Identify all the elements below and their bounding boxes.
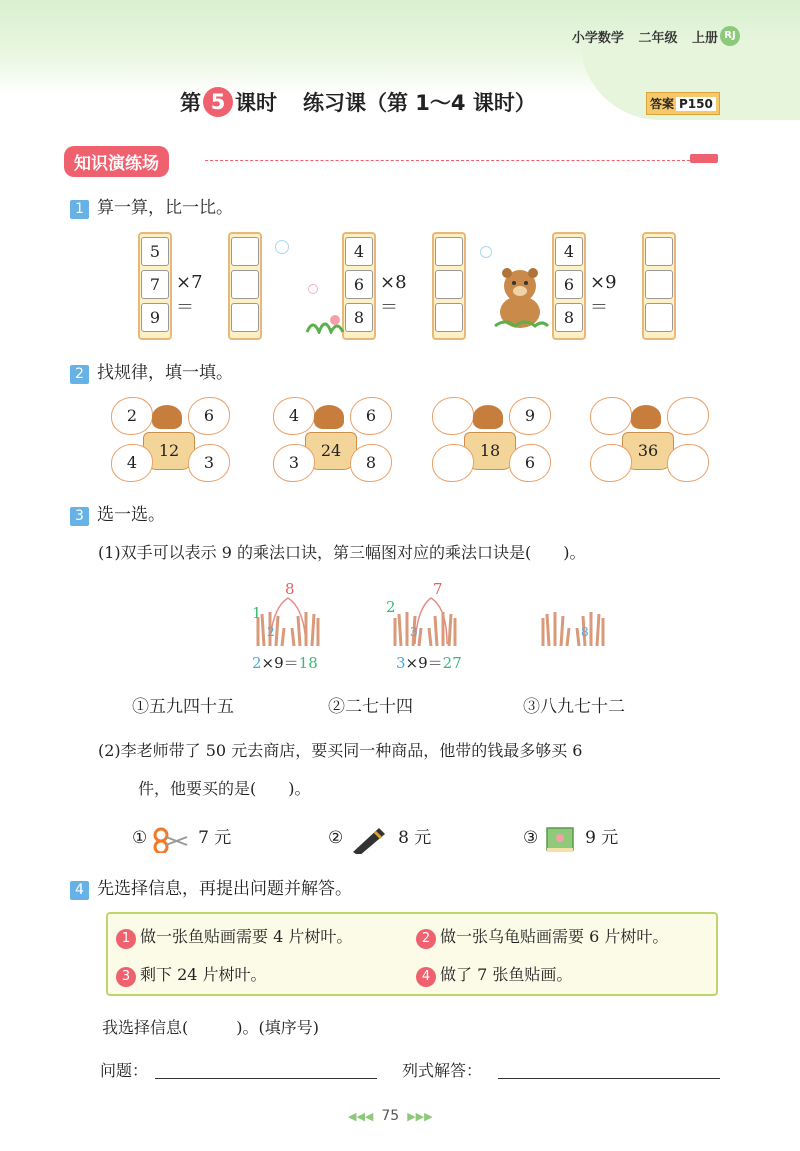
answer-page: P150 (676, 97, 716, 111)
pen-icon (349, 824, 389, 854)
finger-number: 1 (252, 604, 262, 622)
q1-answer-box[interactable] (231, 237, 259, 266)
pattern-flower: 6 (350, 397, 392, 435)
pattern-basket: 12 (143, 432, 195, 470)
pattern-flower: 9 (509, 397, 551, 435)
option-mark: ② (328, 828, 344, 848)
bubble-icon (480, 246, 492, 258)
q1-answer-box[interactable] (231, 303, 259, 332)
edition-badge: RJ (720, 26, 740, 46)
answer-label: 答案 (650, 97, 675, 111)
q1-factor: 6 (555, 270, 583, 299)
pattern-basket: 36 (622, 432, 674, 470)
q1-operator: ×8＝ (380, 272, 407, 318)
pattern-basket: 18 (464, 432, 516, 470)
hands-equation (252, 652, 318, 673)
choose-info-line[interactable]: 我选择信息( )。(填序号) (102, 1018, 319, 1037)
q2-number: 2 (70, 365, 89, 384)
squirrel-icon (152, 405, 182, 429)
q3-heading (70, 500, 165, 526)
finger-number: 2 (386, 598, 396, 616)
hands-icon (533, 598, 613, 650)
option-mark: ① (132, 828, 148, 848)
q1-factor: 4 (555, 237, 583, 266)
answer-reference (646, 92, 720, 115)
hands-icon (385, 578, 465, 650)
info-item-1[interactable] (116, 924, 352, 949)
title-suffix: 课时 (235, 91, 277, 115)
section-title: 知识演练场 (64, 146, 169, 177)
page-footer (340, 1108, 441, 1124)
book-info (562, 27, 718, 46)
grass-illustration (305, 308, 345, 334)
info-text: 剩下 24 片树叶。 (140, 965, 267, 984)
pattern-flower: 6 (509, 444, 551, 482)
q1-operator: ×9＝ (590, 272, 617, 318)
subject: 小学数学 (571, 31, 624, 46)
info-number: 3 (116, 967, 136, 987)
q2-heading (70, 358, 233, 384)
q1-factor: 8 (345, 303, 373, 332)
info-box (106, 912, 718, 996)
equation-operator: ×9＝ (405, 654, 443, 672)
q4-prompt: 先选择信息，再提出问题并解答。 (97, 879, 352, 899)
pencil-icon (690, 154, 718, 163)
q1-answer-box[interactable] (435, 237, 463, 266)
q1-answer-box[interactable] (231, 270, 259, 299)
q3-part1-option-1[interactable]: ①五九四十五 (132, 697, 234, 717)
page-title (180, 87, 536, 117)
q1-prompt: 算一算，比一比。 (97, 198, 233, 218)
hands-equation (396, 652, 462, 673)
pattern-flower: 3 (188, 444, 230, 482)
left-arrows-icon: ◀◀◀ (348, 1110, 374, 1123)
equation-factor: 3 (396, 654, 406, 672)
q1-factor: 8 (555, 303, 583, 332)
squirrel-icon (631, 405, 661, 429)
folded-finger-mark: 3 (410, 625, 418, 639)
q1-answer-box[interactable] (645, 303, 673, 332)
book-icon (544, 824, 576, 854)
equation-product: 18 (298, 654, 318, 672)
q1-operator: ×7＝ (176, 272, 203, 318)
q1-factor: 5 (141, 237, 169, 266)
q1-answer-box[interactable] (435, 270, 463, 299)
pattern-flower: 4 (111, 444, 153, 482)
solve-answer-line[interactable] (498, 1078, 720, 1079)
grade: 二年级 (638, 31, 678, 46)
pattern-flower-blank[interactable] (590, 444, 632, 482)
title-name: 练习课（第 1～4 课时） (303, 91, 536, 115)
q3-part2-option-1[interactable] (132, 823, 231, 853)
info-item-2[interactable] (416, 924, 668, 949)
finger-arc-number: 7 (433, 580, 443, 598)
pattern-flower-blank[interactable] (590, 397, 632, 435)
squirrel-icon (473, 405, 503, 429)
q1-factor: 4 (345, 237, 373, 266)
question-label: 问题： (100, 1061, 149, 1080)
folded-finger-mark: 2 (267, 625, 275, 639)
q3-part1-option-3[interactable]: ③八九七十二 (523, 697, 625, 717)
pattern-flower: 6 (188, 397, 230, 435)
q3-part1-text: (1)双手可以表示 9 的乘法口诀，第三幅图对应的乘法口诀是( )。 (98, 543, 586, 562)
q4-number: 4 (70, 881, 89, 900)
q1-answer-box[interactable] (645, 270, 673, 299)
q3-part2-option-3[interactable] (523, 823, 618, 854)
info-item-4[interactable] (416, 962, 572, 987)
title-prefix: 第 (180, 91, 201, 115)
q1-factor: 7 (141, 270, 169, 299)
squirrel-icon (314, 405, 344, 429)
q3-number: 3 (70, 507, 89, 526)
q1-answer-box[interactable] (435, 303, 463, 332)
q1-number: 1 (70, 200, 89, 219)
pattern-flower: 4 (273, 397, 315, 435)
pattern-flower: 3 (273, 444, 315, 482)
equation-product: 27 (442, 654, 462, 672)
info-text: 做一张鱼贴画需要 4 片树叶。 (140, 927, 353, 946)
q1-heading (70, 193, 233, 219)
info-number: 4 (416, 967, 436, 987)
q1-factor: 6 (345, 270, 373, 299)
pattern-basket: 24 (305, 432, 357, 470)
section-divider (205, 160, 695, 161)
q2-prompt: 找规律，填一填。 (97, 363, 233, 383)
folded-finger-mark: 8 (581, 625, 589, 639)
bubble-icon (275, 240, 289, 254)
bubble-icon (308, 284, 318, 294)
q4-heading (70, 874, 352, 900)
question-answer-line[interactable] (155, 1078, 377, 1079)
option-mark: ③ (523, 828, 539, 848)
page-number: 75 (381, 1108, 400, 1124)
pattern-flower: 2 (111, 397, 153, 435)
info-number: 1 (116, 929, 136, 949)
option-price: 8 元 (398, 828, 432, 848)
solve-label: 列式解答： (402, 1061, 483, 1080)
option-price: 7 元 (198, 828, 232, 848)
q3-part1-option-2[interactable]: ②二七十四 (328, 697, 413, 717)
right-arrows-icon: ▶▶▶ (407, 1110, 433, 1123)
finger-arc-number: 8 (285, 580, 295, 598)
pattern-flower-blank[interactable] (667, 397, 709, 435)
q3-prompt: 选一选。 (97, 505, 165, 525)
q3-part2-text-line1: (2)李老师带了 50 元去商店，要买同一种商品，他带的钱最多够买 6 (98, 741, 583, 760)
scissors-icon (153, 825, 189, 853)
pattern-flower-blank[interactable] (432, 397, 474, 435)
equation-factor: 2 (252, 654, 262, 672)
pattern-flower-blank[interactable] (432, 444, 474, 482)
pattern-flower-blank[interactable] (667, 444, 709, 482)
info-item-3[interactable] (116, 962, 267, 987)
q3-part2-option-2[interactable] (328, 823, 431, 854)
q1-factor: 9 (141, 303, 169, 332)
info-number: 2 (416, 929, 436, 949)
q3-part2-text-line2: 件，他要买的是( )。 (138, 779, 311, 798)
volume: 上册 (691, 31, 718, 46)
equation-operator: ×9＝ (261, 654, 299, 672)
pattern-flower: 8 (350, 444, 392, 482)
info-text: 做一张乌龟贴画需要 6 片树叶。 (440, 927, 669, 946)
lesson-number-badge: 5 (203, 87, 233, 117)
option-price: 9 元 (585, 828, 619, 848)
q1-answer-box[interactable] (645, 237, 673, 266)
info-text: 做了 7 张鱼贴画。 (440, 965, 573, 984)
bear-illustration (490, 262, 550, 332)
